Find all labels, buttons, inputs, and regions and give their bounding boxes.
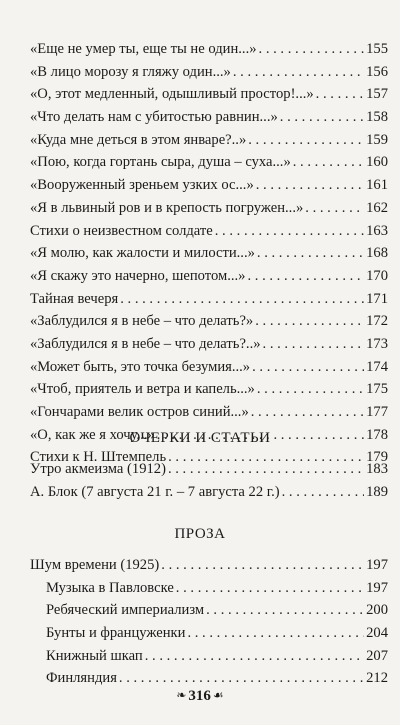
toc-entry (30, 458, 388, 481)
dot-leader (233, 61, 364, 84)
entry-title: «Заблудился я в небе – что делать?..» (30, 335, 261, 352)
toc-entry (30, 83, 388, 106)
dot-leader (206, 599, 364, 622)
dot-leader (259, 38, 365, 61)
toc-entry (30, 378, 388, 401)
toc-entry (30, 220, 388, 243)
entry-page-number: 163 (366, 222, 388, 239)
entry-page-number: 173 (366, 335, 388, 352)
toc-entry (30, 106, 388, 129)
toc-entry (30, 265, 388, 288)
toc-entry (30, 333, 388, 356)
entry-title: Стихи к Н. Штемпель (30, 449, 167, 466)
page-number: 316 (188, 688, 211, 704)
toc-essays (30, 458, 388, 503)
dot-leader (252, 356, 364, 379)
entry-page-number: 183 (366, 461, 388, 477)
entry-page-number: 157 (366, 86, 388, 103)
dot-leader (248, 129, 364, 152)
dot-leader (280, 106, 364, 129)
entry-page-number: 197 (366, 557, 388, 573)
entry-title: «Еще не умер ты, еще ты не один...» (30, 41, 257, 57)
toc-entry (30, 174, 388, 197)
entry-title: «Куда мне деться в этом январе?..» (30, 131, 247, 148)
entry-title: «Вооруженный зреньем узких ос...» (30, 177, 254, 194)
entry-title: Стихи о неизвестном солдате (30, 222, 213, 239)
entry-title: Финляндия (46, 670, 117, 687)
entry-title: Шум времени (1925) (30, 557, 160, 573)
dot-leader (255, 310, 364, 333)
entry-title: «Заблудился я в небе – что делать?» (30, 313, 254, 330)
entry-title: «Гончарами велик остров синий...» (30, 404, 249, 420)
toc-entry (30, 481, 388, 504)
entry-page-number: 171 (366, 290, 388, 307)
dot-leader (251, 401, 364, 424)
entry-page-number: 207 (366, 647, 388, 664)
entry-title: Бунты и француженки (46, 625, 186, 642)
dot-leader (257, 242, 364, 265)
dot-leader (145, 645, 364, 668)
entry-title: Музыка в Павловске (46, 579, 174, 596)
entry-title: «О, этот медленный, одышливый простор!...» (30, 86, 314, 103)
entry-page-number: 204 (366, 625, 388, 642)
toc-entry (30, 151, 388, 174)
entry-title: Ребяческий империализм (46, 602, 205, 619)
dot-leader (168, 458, 364, 481)
dot-leader (256, 174, 364, 197)
entry-title: «В лицо морозу я гляжу один...» (30, 63, 231, 80)
toc-entry (30, 310, 388, 333)
dot-leader (120, 288, 364, 311)
entry-page-number: 155 (366, 41, 388, 57)
entry-page-number: 189 (366, 483, 388, 500)
dot-leader (263, 333, 365, 356)
entry-title: «Я молю, как жалости и милости...» (30, 245, 255, 262)
toc-entry (30, 554, 388, 577)
toc-entry (30, 288, 388, 311)
entry-title: А. Блок (7 августа 21 г. – 7 августа 22 г.) (30, 483, 280, 500)
entry-page-number: 168 (366, 245, 388, 262)
entry-title: Тайная вечеря (30, 290, 119, 307)
toc-entry (30, 599, 388, 622)
dot-leader (176, 577, 364, 600)
entry-title: «Чтоб, приятель и ветра и капель...» (30, 381, 255, 398)
entry-page-number: 200 (366, 602, 388, 619)
entry-title: Утро акмеизма (1912) (30, 461, 166, 477)
dot-leader (305, 197, 364, 220)
ornament-left-icon: ❧ (176, 688, 187, 702)
entry-page-number: 174 (366, 358, 388, 375)
toc-entry (30, 401, 388, 424)
entry-page-number: 170 (366, 267, 388, 284)
toc-poems (30, 38, 388, 469)
entry-page-number: 175 (366, 381, 388, 398)
toc-entry (30, 667, 388, 690)
entry-page-number: 159 (366, 131, 388, 148)
entry-title: «Я в львиный ров и в крепость погружен...» (30, 199, 304, 216)
ornament-right-icon: ☙ (212, 688, 224, 702)
dot-leader (119, 667, 364, 690)
entry-title: «Что делать нам с убитостью равнин...» (30, 109, 278, 126)
entry-page-number: 162 (366, 199, 388, 216)
entry-page-number: 177 (366, 404, 388, 420)
dot-leader (316, 83, 364, 106)
dot-leader (187, 622, 364, 645)
toc-entry (30, 622, 388, 645)
entry-page-number: 156 (366, 63, 388, 80)
toc-entry (30, 61, 388, 84)
dot-leader (215, 220, 364, 243)
section-heading-essays: ОЧЕРКИ И СТАТЬИ (129, 430, 271, 446)
dot-leader (161, 554, 364, 577)
entry-title: «Пою, когда гортань сыра, душа – суха...» (30, 154, 291, 171)
dot-leader (257, 378, 364, 401)
entry-title: «Может быть, это точка безумия...» (30, 358, 251, 375)
entry-page-number: 158 (366, 109, 388, 126)
page-footer (0, 688, 400, 705)
toc-entry (30, 38, 388, 61)
entry-title: «О, как же я хочу...» (30, 426, 155, 443)
toc-entry (30, 356, 388, 379)
dot-leader (282, 481, 364, 504)
entry-page-number: 160 (366, 154, 388, 171)
entry-page-number: 197 (366, 579, 388, 596)
toc-entry (30, 242, 388, 265)
toc-entry (30, 129, 388, 152)
entry-page-number: 179 (366, 449, 388, 466)
entry-page-number: 172 (366, 313, 388, 330)
dot-leader (247, 265, 364, 288)
dot-leader (293, 151, 364, 174)
entry-page-number: 161 (366, 177, 388, 194)
toc-entry (30, 645, 388, 668)
toc-entry (30, 577, 388, 600)
toc-prose (30, 554, 388, 690)
entry-title: «Я скажу это начерно, шепотом...» (30, 267, 246, 284)
toc-entry (30, 197, 388, 220)
entry-page-number: 178 (366, 426, 388, 443)
entry-page-number: 212 (366, 670, 388, 687)
entry-title: Книжный шкап (46, 647, 143, 664)
section-heading-prose: ПРОЗА (174, 526, 226, 542)
